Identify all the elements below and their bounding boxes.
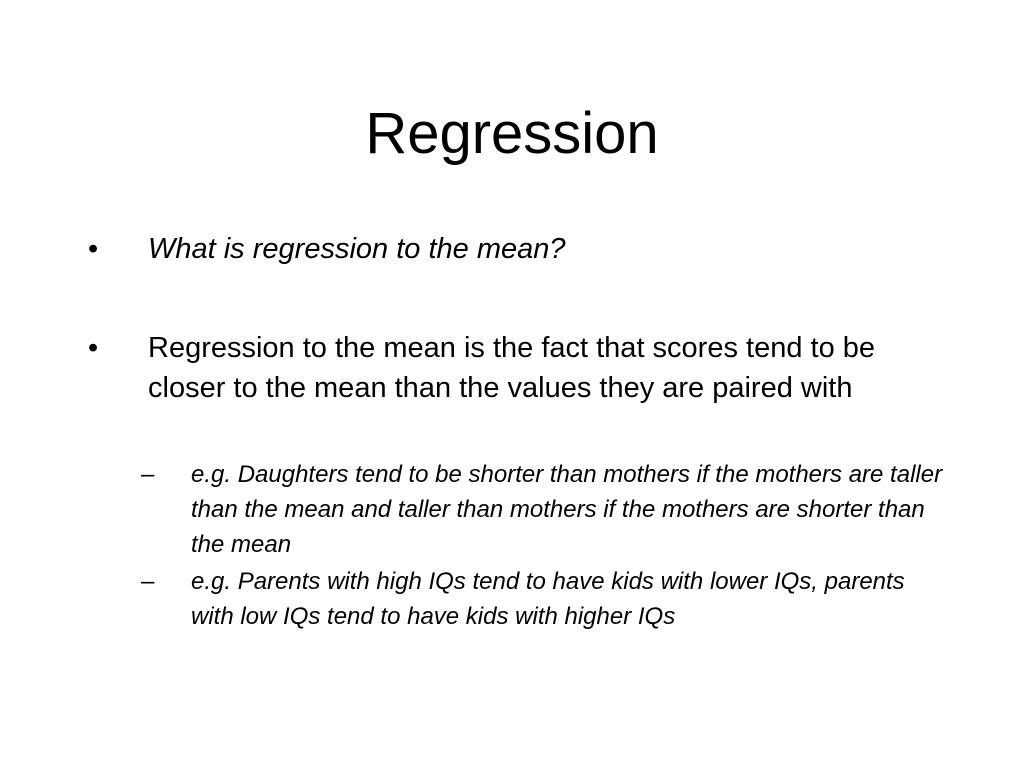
slide-title: Regression bbox=[365, 101, 659, 166]
sub-bullet-marker: – bbox=[141, 568, 155, 595]
bullet-definition: Regression to the mean is the fact that scores tend to be closer to the mean than the values they are paired with bbox=[148, 332, 876, 404]
sub-bullet-daughters-example: e.g. Daughters tend to be shorter than mothers if the mothers are taller than the mean and taller than mothers if the mothers are shorter than the mean bbox=[191, 461, 943, 558]
bullet-question: What is regression to the mean? bbox=[148, 233, 566, 265]
bullet-marker: • bbox=[88, 332, 99, 364]
sub-bullet-marker: – bbox=[141, 461, 155, 488]
sub-bullet-iq-example: e.g. Parents with high IQs tend to have kids with lower IQs, parents with low IQs tend to have kids with higher IQs bbox=[191, 568, 905, 630]
bullet-marker: • bbox=[88, 233, 99, 265]
